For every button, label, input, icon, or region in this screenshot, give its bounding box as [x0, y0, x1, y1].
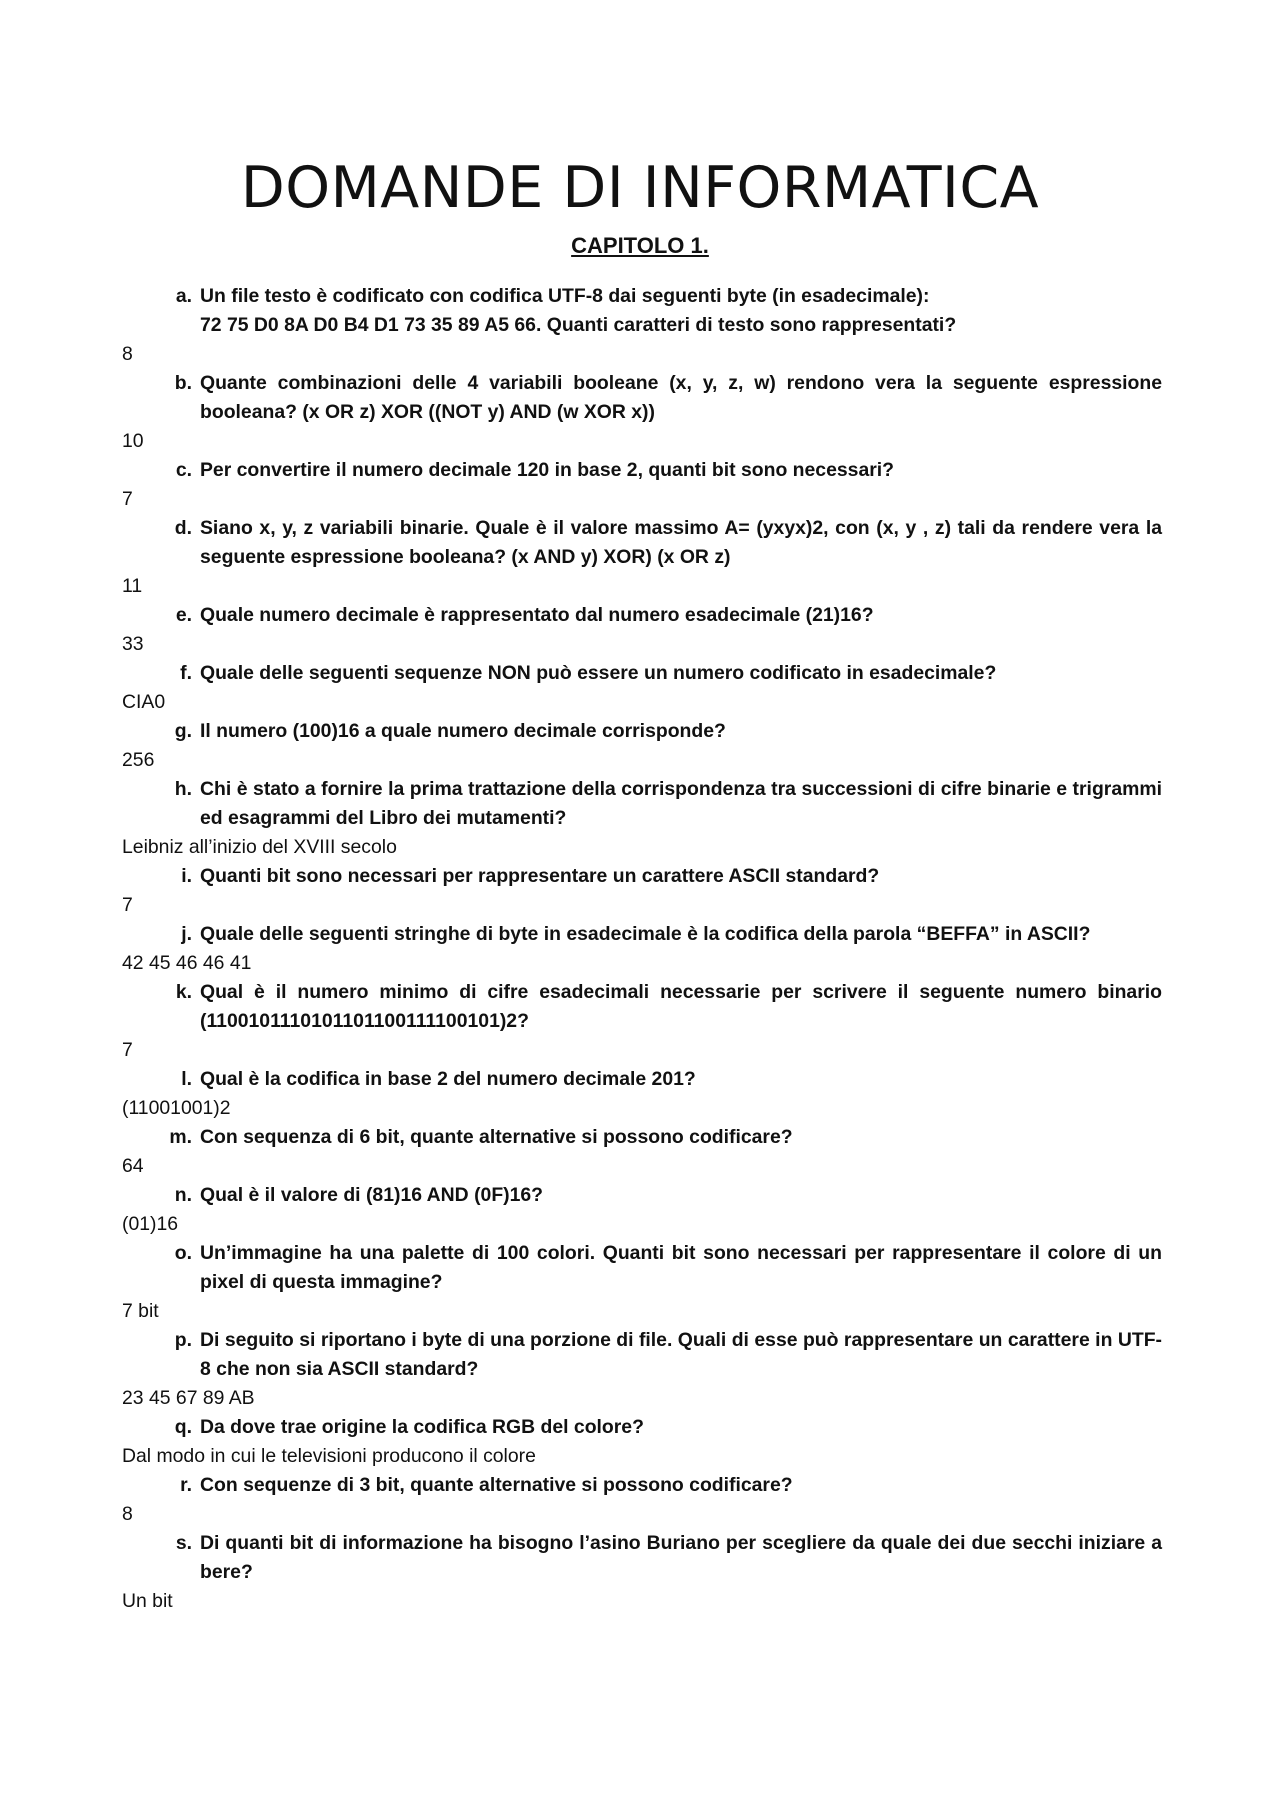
question-text: Qual è il valore di (81)16 AND (0F)16? — [200, 1184, 544, 1206]
question-text: Con sequenza di 6 bit, quante alternative si possono codificare? — [200, 1126, 793, 1148]
question-item — [174, 1326, 1162, 1384]
question-text: Quanti bit sono necessari per rappresentare un carattere ASCII standard? — [200, 865, 880, 887]
answer-text: 256 — [122, 749, 155, 771]
question-item — [174, 717, 1162, 746]
answer-text: Leibniz all’inizio del XVIII secolo — [122, 836, 397, 858]
answer-text: 23 45 67 89 AB — [122, 1387, 255, 1409]
answer-text: 64 — [122, 1155, 144, 1177]
question-letter: k. — [175, 981, 192, 1003]
question-text: Quante combinazioni delle 4 variabili booleane (x, y, z, w) rendono vera la seguente espressione booleana? (x OR z) XOR ((NOT y) AND (w XOR x)) — [200, 372, 1162, 423]
question-item — [175, 1529, 1162, 1587]
question-item — [175, 456, 1162, 485]
question-item — [175, 282, 1162, 340]
question-letter: l. — [181, 1068, 192, 1090]
question-letter: m. — [169, 1126, 192, 1148]
question-text: Qual è il numero minimo di cifre esadecimali necessarie per scrivere il seguente numero binario (1100101110101101100111100101)2? — [200, 981, 1162, 1032]
question-letter: h. — [174, 778, 192, 800]
answer-text: 7 bit — [122, 1300, 159, 1322]
question-item — [174, 514, 1162, 572]
question-item — [174, 1181, 1162, 1210]
answer-text: 7 — [122, 1039, 133, 1061]
answer-text: (11001001)2 — [122, 1097, 231, 1119]
question-text: Con sequenze di 3 bit, quante alternative si possono codificare? — [200, 1474, 793, 1496]
question-item — [181, 920, 1162, 949]
question-letter: a. — [175, 285, 192, 307]
question-item — [175, 601, 1162, 630]
question-item — [180, 659, 1162, 688]
document-title: DOMANDE DI INFORMATICA — [240, 155, 1040, 221]
question-text: Un file testo è codificato con codifica UTF-8 dai seguenti byte (in esadecimale): — [200, 285, 930, 307]
question-text: Siano x, y, z variabili binarie. Quale è il valore massimo A= (yxyx)2, con (x, y , z) tali da rendere vera la seguente espressione booleana? (x AND y) XOR) (x OR z) — [200, 517, 1162, 568]
question-item — [174, 775, 1162, 833]
question-letter: s. — [175, 1532, 192, 1554]
question-item — [169, 1123, 1162, 1152]
question-letter: c. — [175, 459, 192, 481]
question-letter: b. — [174, 372, 192, 394]
question-item — [181, 862, 1162, 891]
question-letter: i. — [181, 865, 192, 887]
question-letter: e. — [175, 604, 192, 626]
answer-text: Dal modo in cui le televisioni producono il colore — [122, 1445, 536, 1467]
chapter-heading: CAPITOLO 1. — [571, 233, 709, 258]
question-text: Quale delle seguenti sequenze NON può essere un numero codificato in esadecimale? — [200, 662, 997, 684]
question-letter: r. — [180, 1474, 192, 1496]
question-letter: o. — [174, 1242, 192, 1264]
answer-text: 7 — [122, 894, 133, 916]
answer-text: 10 — [122, 430, 144, 452]
question-item — [174, 1413, 1162, 1442]
question-letter: q. — [174, 1416, 192, 1438]
answer-text: 8 — [122, 343, 133, 365]
question-item — [181, 1065, 1162, 1094]
question-item — [175, 978, 1162, 1036]
question-letter: d. — [174, 517, 192, 539]
question-letter: f. — [180, 662, 192, 684]
question-letter: p. — [174, 1329, 192, 1351]
answer-text: 7 — [122, 488, 133, 510]
answer-text: 42 45 46 46 41 — [122, 952, 252, 974]
question-text: Il numero (100)16 a quale numero decimale corrisponde? — [200, 720, 726, 742]
question-text: Chi è stato a fornire la prima trattazione della corrispondenza tra successioni di cifre binarie e trigrammi ed esagrammi del Libro dei mutamenti? — [200, 778, 1162, 829]
question-text: Da dove trae origine la codifica RGB del colore? — [200, 1416, 644, 1438]
question-item — [180, 1471, 1162, 1500]
answer-text: 8 — [122, 1503, 133, 1525]
answer-text: 11 — [122, 575, 143, 597]
question-text: Quale numero decimale è rappresentato dal numero esadecimale (21)16? — [200, 604, 874, 626]
question-letter: n. — [174, 1184, 192, 1206]
question-list — [0, 282, 1280, 1616]
question-letter: j. — [181, 923, 192, 945]
question-text: Per convertire il numero decimale 120 in base 2, quanti bit sono necessari? — [200, 459, 895, 481]
question-letter: g. — [174, 720, 192, 742]
question-text: Di seguito si riportano i byte di una porzione di file. Quali di esse può rappresentare un carattere in UTF-8 che non sia ASCII standard? — [200, 1329, 1162, 1380]
answer-text: (01)16 — [122, 1213, 179, 1235]
question-text-line2: 72 75 D0 8A D0 B4 D1 73 35 89 A5 66. Quanti caratteri di testo sono rappresentati? — [200, 314, 957, 336]
question-item — [174, 369, 1162, 427]
question-text: Quale delle seguenti stringhe di byte in esadecimale è la codifica della parola “BEFFA” in ASCII? — [200, 923, 1091, 945]
question-text: Un’immagine ha una palette di 100 colori. Quanti bit sono necessari per rappresentare il colore di un pixel di questa immagine? — [200, 1242, 1162, 1293]
question-text: Qual è la codifica in base 2 del numero decimale 201? — [200, 1068, 696, 1090]
answer-text: Un bit — [122, 1590, 173, 1612]
answer-text: 33 — [122, 633, 144, 655]
answer-text: CIA0 — [122, 691, 166, 713]
question-text: Di quanti bit di informazione ha bisogno l’asino Buriano per scegliere da quale dei due secchi iniziare a bere? — [200, 1532, 1162, 1583]
question-item — [174, 1239, 1162, 1297]
